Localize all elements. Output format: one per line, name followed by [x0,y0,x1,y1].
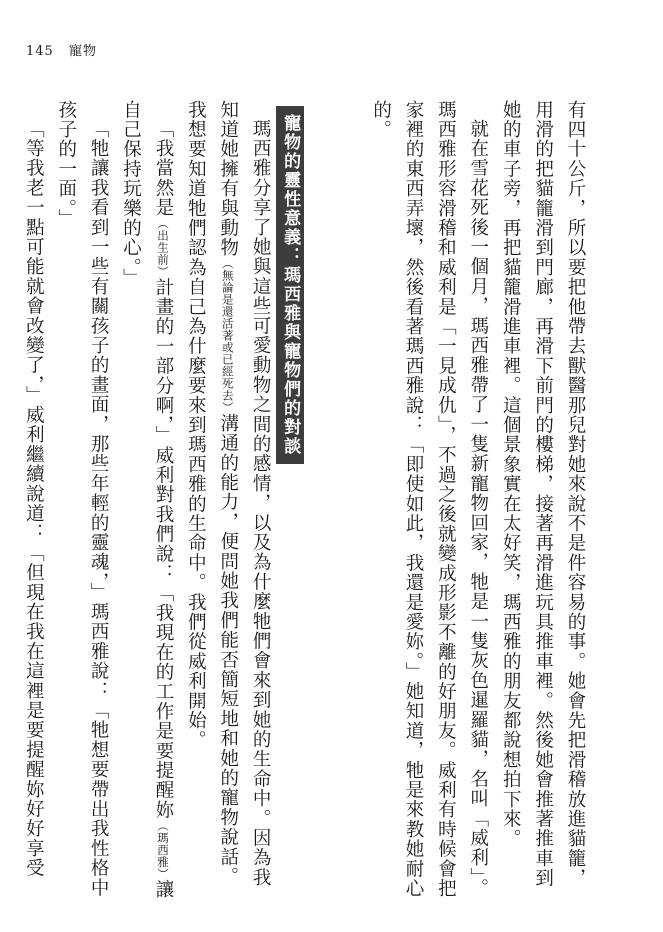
inline-note: （無論是還活著或已經死去） [220,257,235,414]
inline-note: （出生前） [155,217,170,277]
section-heading: 寵物的靈性意義：瑪西雅與寵物們的對談 [276,106,304,464]
paragraph-text: 溝通的能力，便問她我們能否簡短地和她的寵物說話。我想要知道牠們認為自己為什麼要來到瑪西雅的生命中。我們從威利開始。 [185,100,239,887]
paragraph-text: 「我當然是 [152,118,174,217]
paragraph: 「等我老一點可能就會改變了，」威利繼續說道：「但現在我在這裡是要提醒妳好好享受 [23,118,45,878]
paragraph-text: 計畫的一部分啊，」威利對我們說：「我現在的工作是要提醒妳 [152,277,174,820]
paragraph: 「牠讓我看到一些有關孩子的畫面，那些年輕的靈魂，」瑪西雅說：「牠想要帶出我性格中孩子的一面。」 [55,100,110,898]
paragraph-text: 讓自己保持玩樂的心。」 [120,100,174,900]
paragraph-text: 瑪西雅分享了她與這些可愛動物之間的感情，以及為什麼牠們會來到她的生命中。因為我知道她擁有與動物 [217,100,272,887]
paragraph: 就在雪花死後一個月，瑪西雅帶了一隻新寵物回家，牠是一隻灰色暹羅貓，名叫「威利」。瑪西雅形容滑稽和威利是「一見成仇」，不過之後就變成形影不離的好朋友。威利有時候會把家裡的東西弄壞，然後看著瑪西雅說：「即使如此，我還是愛妳。」她知道，牠是來教她耐心的。 [370,100,489,899]
page-number: 145 [26,44,54,59]
paragraph: 有四十公斤，所以要把他帶去獸醫那兒對她來說不是件容易的事。她會先把滑稽放進貓籠，用滑的把貓籠滑到門廊，再滑下前門的樓梯，接著再滑進玩具推車裡。然後她會推著推車到她的車子旁，再把貓籠滑進車裡。這個景象實在太好笑，瑪西雅的朋友都說想拍下來。 [500,100,586,888]
body-text [23,100,591,900]
paragraph [179,100,276,900]
running-title: 寵物 [68,44,97,59]
inline-note: （瑪西雅） [155,819,170,880]
running-header [26,40,97,59]
paragraph [114,100,179,900]
